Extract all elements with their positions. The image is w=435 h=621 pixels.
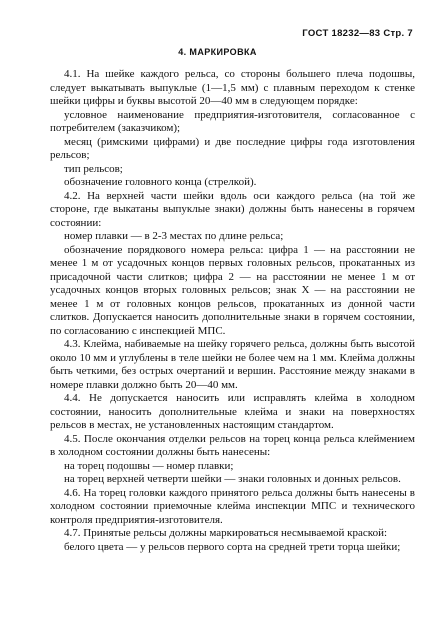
body-text: [50, 68, 415, 554]
paragraph: обозначение головного конца (стрелкой).: [64, 176, 257, 188]
paragraph: месяц (римскими цифрами) и две последние цифры года изготовления рельсов;: [50, 135, 415, 161]
paragraph: 4.6. На торец головки каждого принятого рельса должны быть нанесены в холодном состоянии приемочные клейма инспекции МПС и технического контроля предприятия-изготовителя.: [50, 486, 415, 526]
paragraph: 4.3. Клейма, набиваемые на шейку горячего рельса, должны быть высотой около 10 мм и углублены в теле шейки не более чем на 1 мм. Клейма должны быть четкими, без острых очертаний и вершин. Расстояние между знаками в номере плавки должно быть 20—40 мм.: [50, 338, 415, 391]
paragraph: тип рельсов;: [64, 162, 123, 175]
paragraph: обозначение порядкового номера рельса: цифра 1 — на расстоянии не менее 1 м от усадочных концов первых головных рельсов, прокатанных из присадочной части слитков; цифра 2 — на расстоянии не менее 1 м от усадочных концов вторых головных рельсов; знак Х — на расстоянии не менее 1 м от головных концов рельсов, прокатанных из донной части слитков. Допускается наносить дополнительные знаки в горячем состоянии, по согласованию с инспекцией МПС.: [50, 243, 415, 337]
paragraph: номер плавки — в 2-3 местах по длине рельса;: [64, 230, 284, 242]
section-title: 4. МАРКИРОВКА: [178, 47, 257, 57]
paragraph: 4.5. После окончания отделки рельсов на торец конца рельса клеймением в холодном состоянии должны быть нанесены:: [50, 432, 415, 458]
paragraph: на торец верхней четверти шейки — знаки головных и донных рельсов.: [64, 473, 401, 485]
paragraph: 4.2. На верхней части шейки вдоль оси каждого рельса (на той же стороне, где выкатаны выпуклые знаки) должны быть нанесены в горячем состоянии:: [50, 189, 415, 229]
page-header: ГОСТ 18232—83 Стр. 7: [302, 28, 413, 39]
paragraph: 4.7. Принятые рельсы должны маркироваться несмываемой краской:: [64, 527, 388, 539]
paragraph: условное наименование предприятия-изготовителя, согласованное с потребителем (заказчиком);: [50, 108, 415, 134]
paragraph: белого цвета — у рельсов первого сорта на средней трети торца шейки;: [64, 540, 401, 553]
paragraph: 4.4. Не допускается наносить или исправлять клейма в холодном состоянии, наносить дополнительные клейма и знаки на поверхностях рельсов в местах, не установленных настоящим стандартом.: [50, 392, 415, 431]
paragraph: на торец подошвы — номер плавки;: [64, 459, 234, 472]
paragraph: 4.1. На шейке каждого рельса, со стороны большего плеча подошвы, следует выкатывать выпуклые (1—1,5 мм) с плавным переходом к стенке шейки цифры и буквы высотой 20—40 мм в следующем порядке:: [50, 68, 415, 107]
